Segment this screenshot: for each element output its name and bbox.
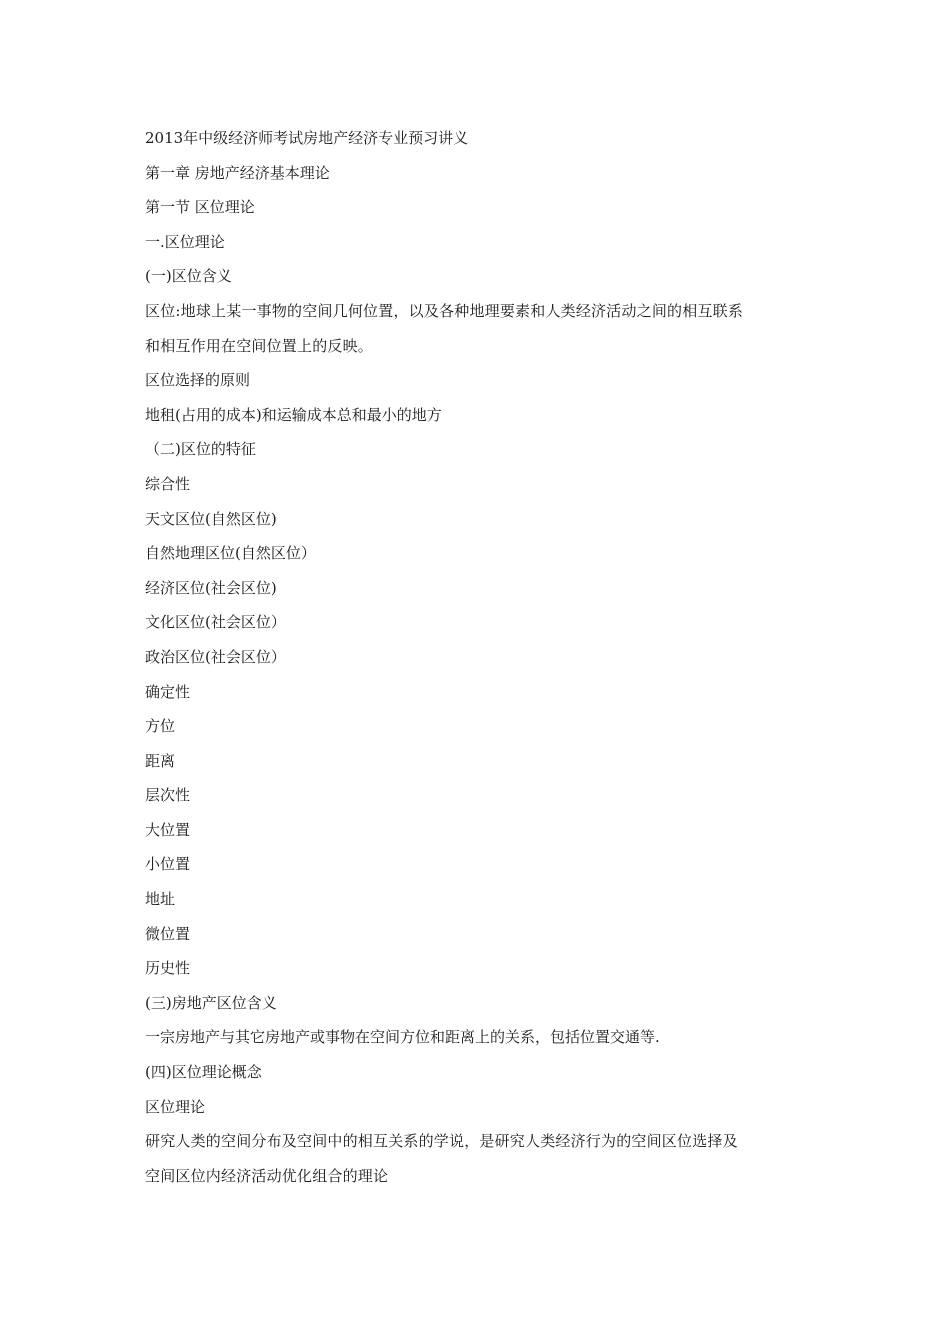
text-line: 文化区位(社会区位） [145, 613, 286, 632]
theory-paragraph [145, 1124, 825, 1193]
text-line: 自然地理区位(自然区位） [145, 544, 316, 563]
text-line: 方位 [145, 717, 176, 736]
text-line: 区位理论 [145, 1097, 206, 1116]
item-heading: （二)区位的特征 [145, 440, 256, 459]
definition-paragraph [145, 294, 825, 363]
text-line: 大位置 [145, 820, 191, 839]
paragraph-line: 和相互作用在空间位置上的反映。 [145, 336, 374, 355]
text-line: 微位置 [145, 924, 191, 943]
paragraph-line: 空间区位内经济活动优化组合的理论 [145, 1166, 389, 1185]
text-line: 地租(占用的成本)和运输成本总和最小的地方 [145, 405, 442, 424]
text-line: 综合性 [145, 474, 191, 493]
text-line: 距离 [145, 751, 176, 770]
section-heading: 第一节 区位理论 [145, 198, 255, 217]
item-heading: (一)区位含义 [145, 267, 232, 286]
text-line: 小位置 [145, 855, 191, 874]
text-line: 确定性 [145, 682, 191, 701]
paragraph-line: 区位:地球上某一事物的空间几何位置，以及各种地理要素和人类经济活动之间的相互联系 [145, 301, 744, 320]
text-line: 经济区位(社会区位) [145, 578, 277, 597]
document-title: 2013年中级经济师考试房地产经济专业预习讲义 [145, 129, 469, 147]
text-line: 历史性 [145, 959, 191, 978]
chapter-heading: 第一章 房地产经济基本理论 [145, 163, 330, 182]
item-heading: (四)区位理论概念 [145, 1063, 262, 1082]
text-line: 层次性 [145, 786, 191, 805]
subsection-heading: 一.区位理论 [145, 232, 225, 251]
text-line: 地址 [145, 890, 176, 909]
item-heading: (三)房地产区位含义 [145, 993, 277, 1012]
text-line: 天文区位(自然区位) [145, 509, 277, 528]
document-body [145, 121, 825, 1193]
text-line: 一宗房地产与其它房地产或事物在空间方位和距离上的关系，包括位置交通等. [145, 1028, 660, 1047]
paragraph-line: 研究人类的空间分布及空间中的相互关系的学说，是研究人类经济行为的空间区位选择及 [145, 1132, 738, 1151]
text-line: 区位选择的原则 [145, 371, 251, 390]
text-line: 政治区位(社会区位） [145, 647, 286, 666]
